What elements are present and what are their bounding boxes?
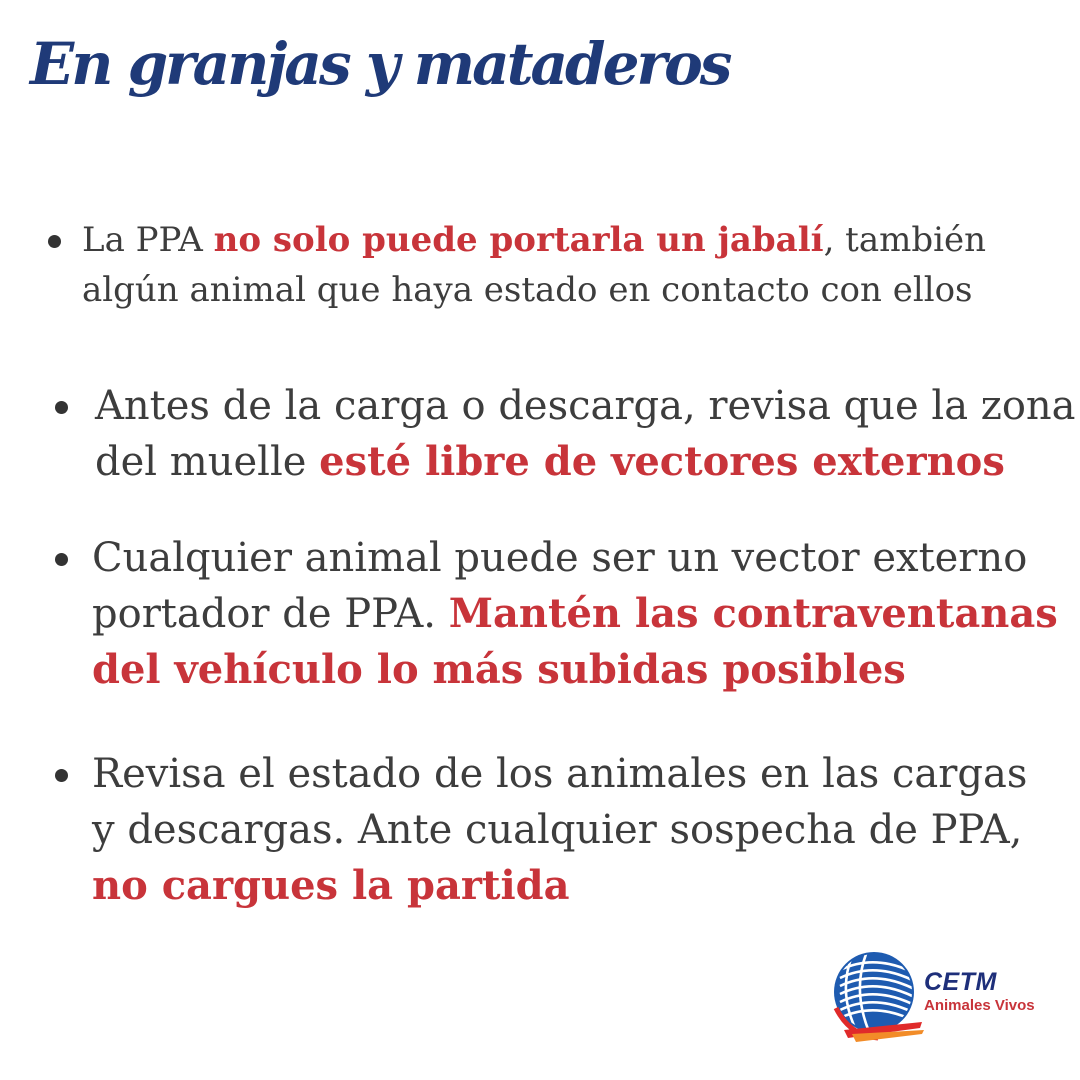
bullet-line: [92, 586, 1058, 642]
bullet-dot-icon: [55, 401, 68, 414]
bullet-text: [95, 378, 1076, 490]
bullet-line: Antes de la carga o descarga, revisa que la zona: [95, 383, 1076, 429]
bullet-line: Revisa el estado de los animales en las cargas: [92, 751, 1028, 797]
bullet-line: [95, 434, 1076, 490]
bullet-dot-icon: [55, 553, 68, 566]
text-segment: portador de PPA.: [92, 591, 449, 637]
text-segment: La PPA: [82, 220, 214, 260]
bullet-item-3: [55, 530, 1065, 698]
bullet-item-1: [48, 215, 1048, 315]
cetm-logo: [832, 950, 1052, 1050]
bullet-dot-icon: [48, 235, 61, 248]
bullet-line: algún animal que haya estado en contacto con ellos: [82, 270, 973, 310]
bullet-line: y descargas. Ante cualquier sospecha de PPA,: [92, 807, 1023, 853]
bullet-text: [82, 215, 986, 315]
highlight-text: del vehículo lo más subidas posibles: [92, 646, 906, 693]
logo-name: CETM: [924, 968, 997, 996]
highlight-text: no cargues la partida: [92, 862, 570, 909]
bullet-text: [92, 746, 1027, 914]
highlight-text: Mantén las contraventanas: [448, 590, 1058, 637]
bullet-line: Cualquier animal puede ser un vector externo: [92, 535, 1028, 581]
bullet-dot-icon: [55, 769, 68, 782]
text-segment: del muelle: [95, 439, 320, 485]
logo-subtitle: Animales Vivos: [924, 997, 1035, 1014]
page-title: En granjas y mataderos: [30, 30, 730, 98]
cetm-logo-icon: [832, 950, 924, 1045]
highlight-text: no solo puede portarla un jabalí: [213, 220, 824, 260]
bullet-item-4: [55, 746, 1065, 914]
highlight-text: esté libre de vectores externos: [319, 438, 1005, 485]
bullet-text: [92, 530, 1058, 698]
bullet-line: [82, 215, 986, 265]
bullet-item-2: [55, 378, 1076, 490]
text-segment: , también: [823, 220, 987, 260]
